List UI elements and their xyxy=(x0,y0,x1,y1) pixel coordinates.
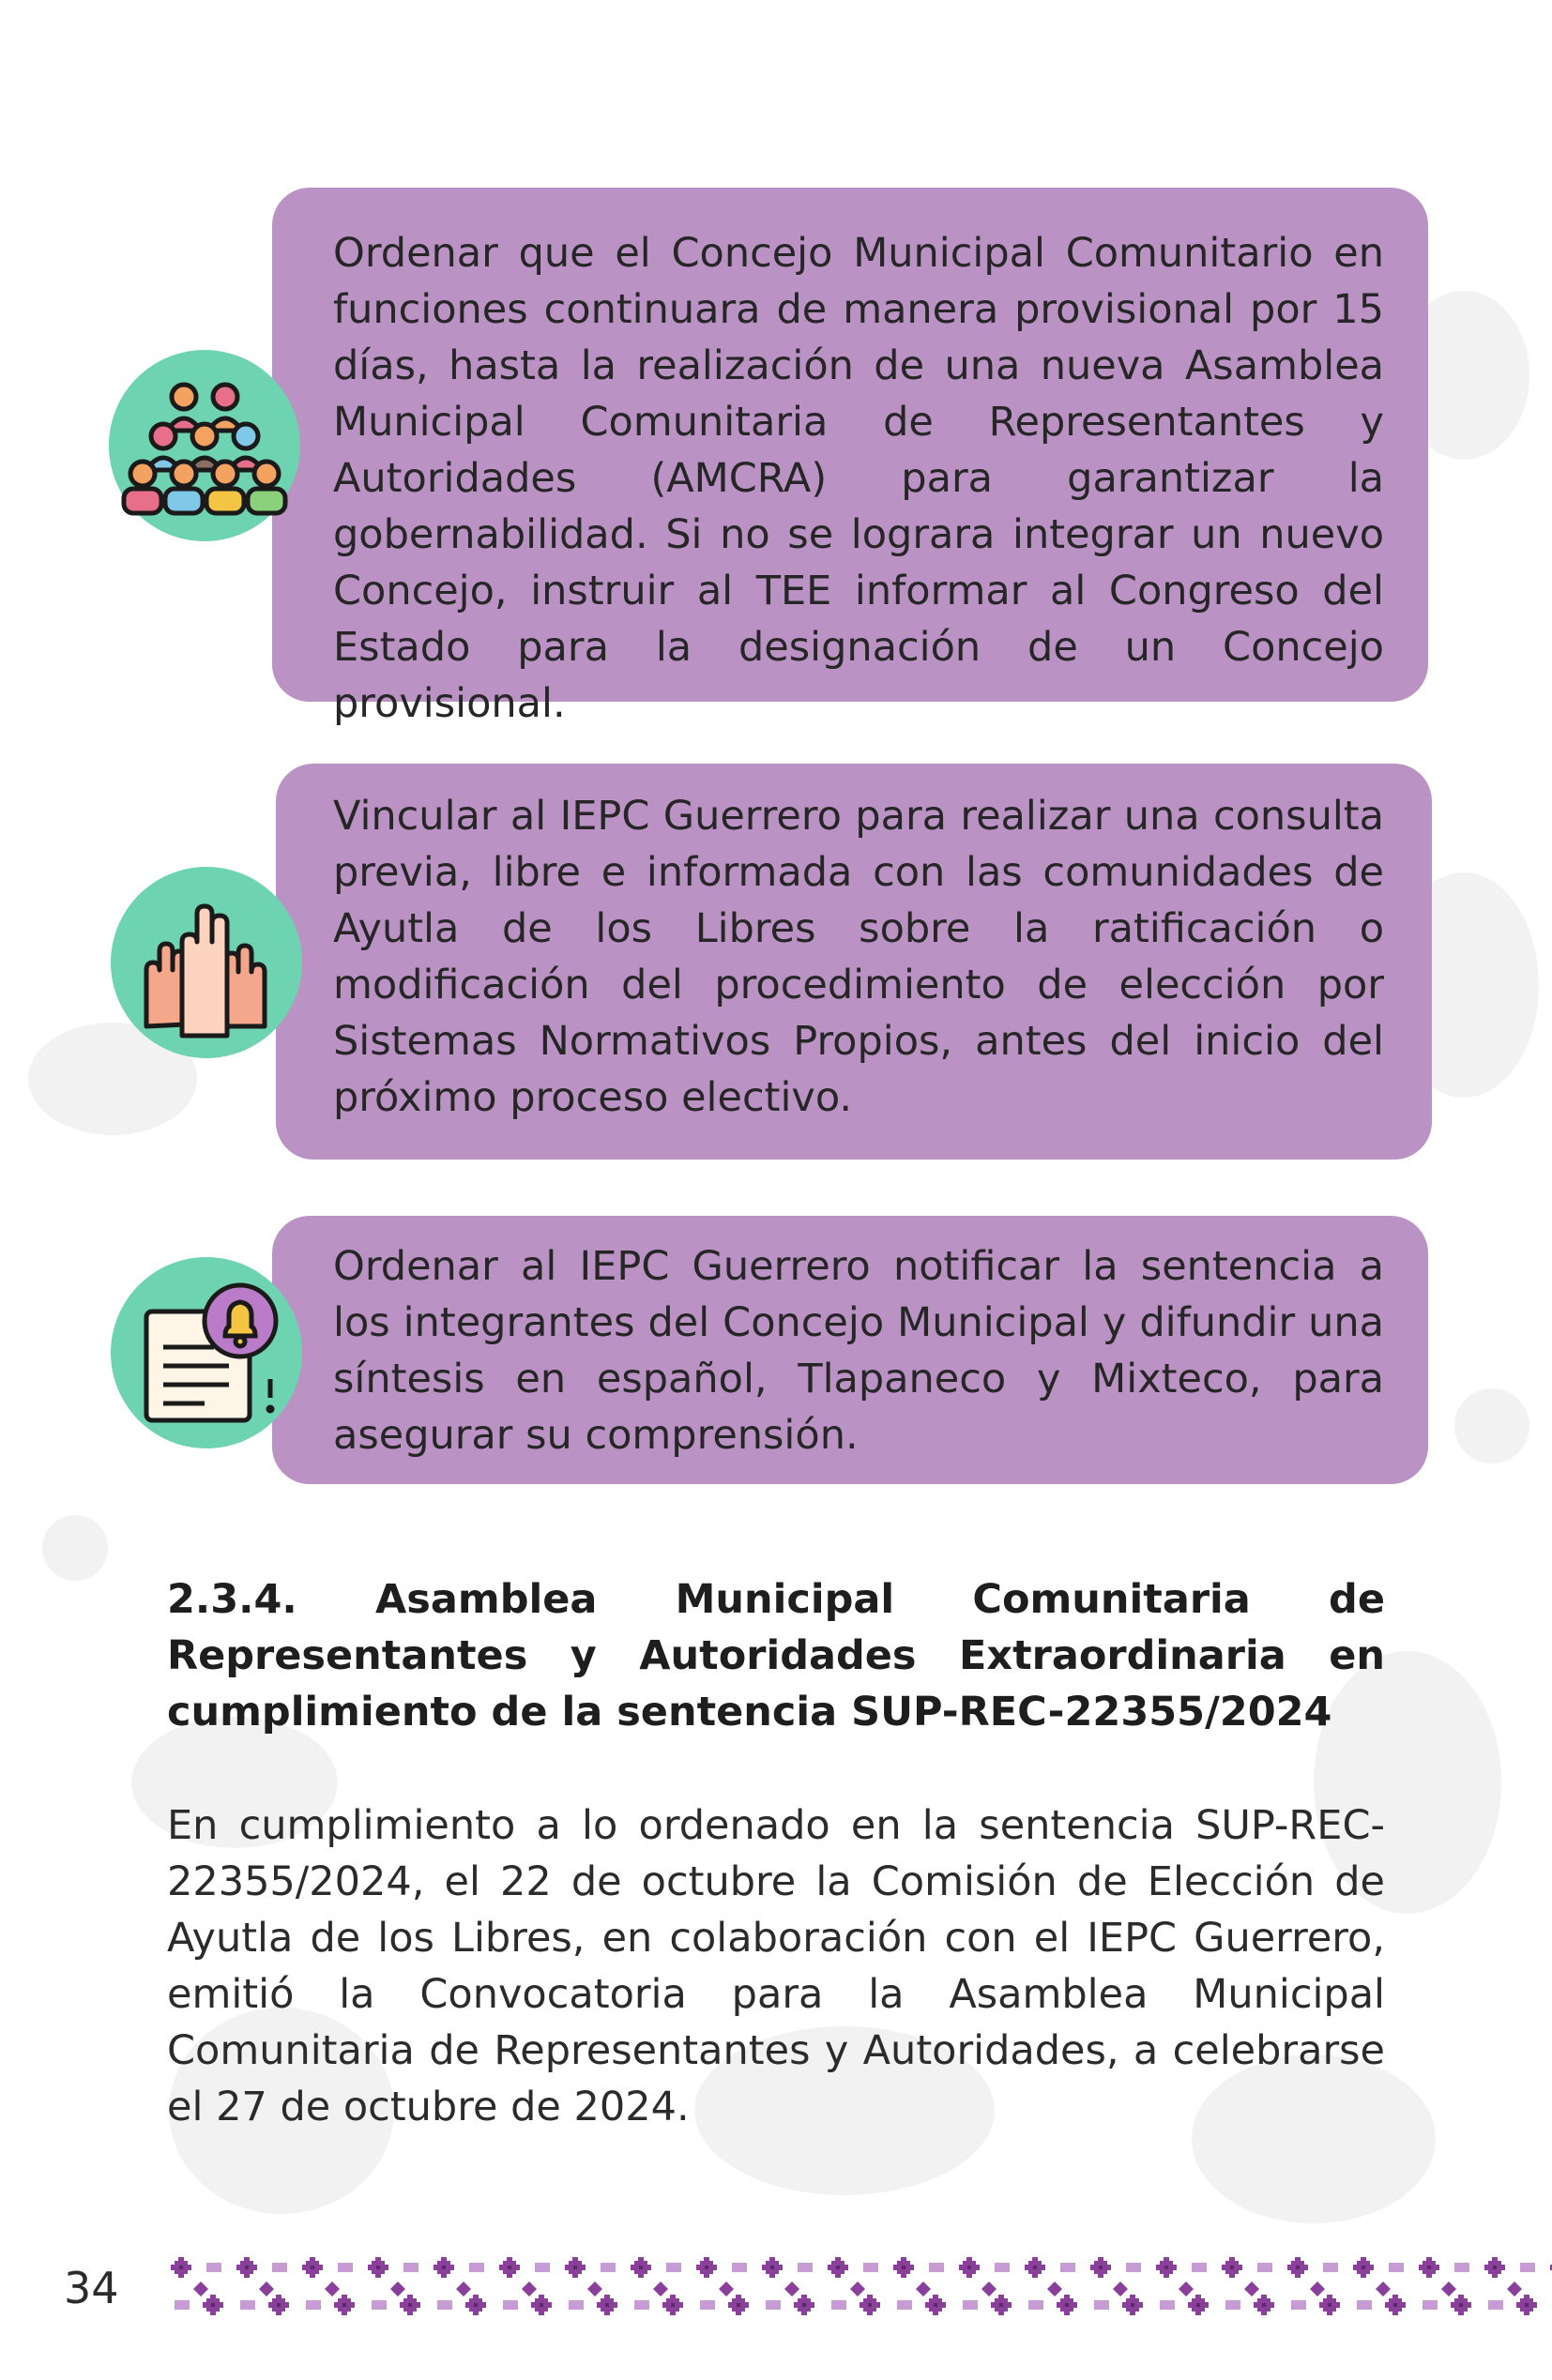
body-paragraph: En cumplimiento a lo ordenado en la sentencia SUP-REC-22355/2024, el 22 de octubre la Comisión de Elección de Ayutla de los Libres, en colaboración con el IEPC Guerrero, emitió la Convocatoria para la Asamblea Municipal Comunitaria de Representantes y Autoridades, a celebrarse el 27 de octubre de 2024. xyxy=(167,1802,1385,2130)
icon-circle-2 xyxy=(111,867,302,1058)
raised-hands-icon xyxy=(111,867,302,1058)
page-number: 34 xyxy=(64,2263,119,2313)
icon-circle-1 xyxy=(109,350,300,541)
embroidery-border xyxy=(169,2251,1552,2327)
document-notification-icon xyxy=(111,1257,302,1448)
section-heading: 2.3.4. Asamblea Municipal Comunitaria de Representantes y Autoridades Extraordinaria en cumplimiento de la sentencia SUP-REC-22355/2024 xyxy=(167,1576,1385,1736)
icon-circle-3 xyxy=(111,1257,302,1448)
resolution-text-1: Ordenar que el Concejo Municipal Comunitario en funciones continuara de manera provisional por 15 días, hasta la realización de una nueva Asamblea Municipal Comunitaria de Representantes y Autoridades (AMCRA) para garantizar la gobernabilidad. Si no se lograra integrar un nuevo Concejo, instruir al TEE informar al Congreso del Estado para la designación de un Concejo provisional. xyxy=(333,230,1384,727)
resolution-text-3: Ordenar al IEPC Guerrero notificar la sentencia a los integrantes del Concejo Municipal y difundir una síntesis en español, Tlapaneco y Mixteco, para asegurar su comprensión. xyxy=(333,1243,1384,1459)
community-group-icon xyxy=(109,350,300,541)
resolution-text-2: Vincular al IEPC Guerrero para realizar una consulta previa, libre e informada con las comunidades de Ayutla de los Libres sobre la ratificación o modificación del procedimiento de elección por Sistemas Normativos Propios, antes del inicio del próximo proceso electivo. xyxy=(333,793,1384,1121)
